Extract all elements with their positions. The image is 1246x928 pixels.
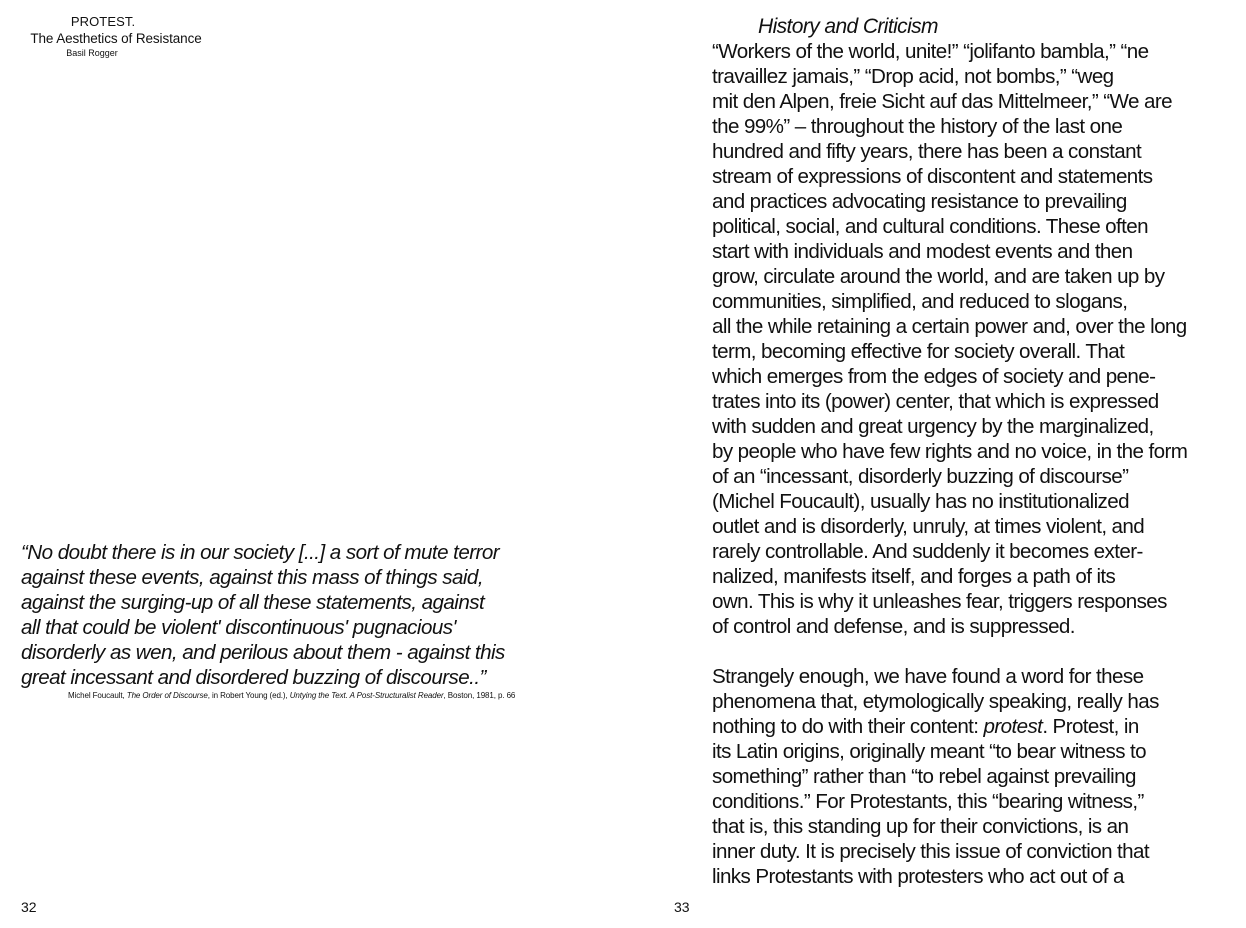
body-line: “Workers of the world, unite!” “jolifanto bambla,” “ne — [712, 40, 1149, 63]
page-number-right: 33 — [674, 899, 690, 915]
quote-citation — [68, 690, 581, 701]
body-line: and practices advocating resistance to prevailing — [712, 190, 1127, 213]
body-line: stream of expressions of discontent and statements — [712, 165, 1153, 188]
body-line: start with individuals and modest events and then — [712, 240, 1133, 263]
quote-line: great incessant and disordered buzzing of discourse..” — [21, 666, 486, 689]
body-line: which emerges from the edges of society and pene- — [712, 365, 1156, 388]
page-number-left: 32 — [21, 899, 37, 915]
citation-book: Untying the Text. A Post-Structuralist Reader — [289, 691, 444, 700]
body-line: the 99%” – throughout the history of the last one — [712, 115, 1123, 138]
emphasis-protest: protest — [983, 715, 1043, 738]
body-line: own. This is why it unleashes fear, triggers responses — [712, 590, 1167, 613]
body-text — [712, 39, 1234, 889]
body-line: travaillez jamais,” “Drop acid, not bombs,” “weg — [712, 65, 1114, 88]
body-line: grow, circulate around the world, and are taken up by — [712, 265, 1165, 288]
body-line: inner duty. It is precisely this issue of conviction that — [712, 840, 1150, 863]
body-line: political, social, and cultural conditions. These often — [712, 215, 1148, 238]
section-heading: History and Criticism — [758, 15, 938, 38]
running-head-author: Basil Rogger — [66, 48, 118, 58]
citation-editor: , in Robert Young (ed.), — [207, 691, 290, 700]
quote-text — [21, 540, 581, 690]
body-line: its Latin origins, originally meant “to bear witness to — [712, 740, 1147, 763]
body-line: (Michel Foucault), usually has no institutionalized — [712, 490, 1129, 513]
body-line: mit den Alpen, freie Sicht auf das Mittelmeer,” “We are — [712, 90, 1172, 113]
citation-publication: , Boston, 1981, p. 66 — [443, 691, 516, 700]
body-line: outlet and is disorderly, unruly, at times violent, and — [712, 515, 1145, 538]
body-line: conditions.” For Protestants, this “bearing witness,” — [712, 790, 1144, 813]
body-line: Strangely enough, we have found a word for these — [712, 665, 1144, 688]
body-line: links Protestants with protesters who act out of a — [712, 865, 1124, 888]
body-line: nalized, manifests itself, and forges a path of its — [712, 565, 1116, 588]
running-head — [21, 14, 211, 59]
body-line: all the while retaining a certain power and, over the long — [712, 315, 1187, 338]
quote-line: “No doubt there is in our society [...] a sort of mute terror — [21, 541, 500, 564]
body-line: rarely controllable. And suddenly it becomes exter- — [712, 540, 1143, 563]
citation-author: Michel Foucault, — [68, 691, 127, 700]
body-line — [712, 714, 1234, 739]
body-line: hundred and fifty years, there has been a constant — [712, 140, 1142, 163]
body-line-text: . Protest, in — [1042, 715, 1139, 738]
body-line: phenomena that, etymologically speaking, really has — [712, 690, 1159, 713]
body-line: trates into its (power) center, that which is expressed — [712, 390, 1159, 413]
body-line-text: nothing to do with their content: — [712, 715, 984, 738]
body-line: something” rather than “to rebel against prevailing — [712, 765, 1136, 788]
body-line: term, becoming effective for society overall. That — [712, 340, 1125, 363]
body-line: of control and defense, and is suppressed. — [712, 615, 1075, 638]
epigraph-quote — [21, 540, 581, 701]
quote-line: against the surging-up of all these statements, against — [21, 591, 485, 614]
body-line: that is, this standing up for their convictions, is an — [712, 815, 1129, 838]
body-line: by people who have few rights and no voice, in the form — [712, 440, 1188, 463]
running-head-title: The Aesthetics of Resistance — [30, 31, 202, 46]
running-head-series: PROTEST. — [70, 14, 136, 29]
body-line: communities, simplified, and reduced to slogans, — [712, 290, 1128, 313]
citation-work: The Order of Discourse — [126, 691, 208, 700]
quote-line: all that could be violent' discontinuous' pugnacious' — [21, 616, 456, 639]
body-line: with sudden and great urgency by the marginalized, — [712, 415, 1154, 438]
quote-line: disorderly as wen, and perilous about them - against this — [21, 641, 505, 664]
body-line: of an “incessant, disorderly buzzing of discourse” — [712, 465, 1129, 488]
quote-line: against these events, against this mass of things said, — [21, 566, 483, 589]
